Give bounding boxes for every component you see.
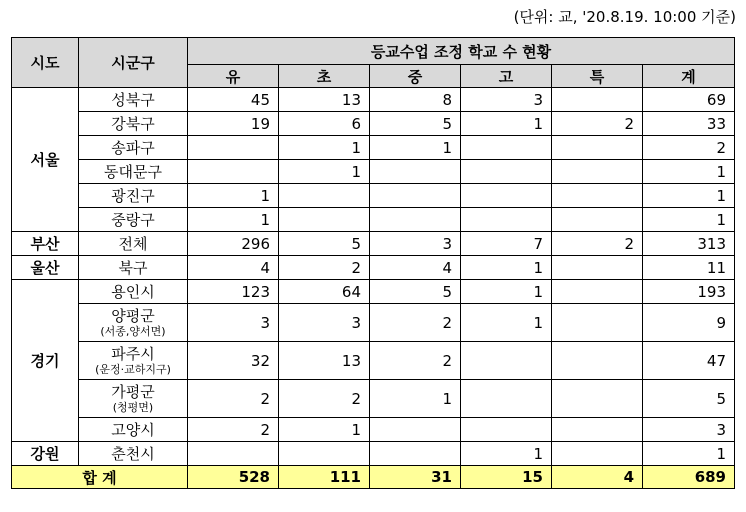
value-cell: 5 bbox=[643, 380, 735, 418]
header-province: 시도 bbox=[12, 38, 79, 88]
value-cell: 123 bbox=[188, 280, 279, 304]
header-col-special: 특 bbox=[552, 65, 643, 88]
district-cell bbox=[79, 380, 188, 418]
province-cell: 서울 bbox=[12, 88, 79, 232]
total-cell: 15 bbox=[461, 466, 552, 489]
value-cell: 2 bbox=[552, 232, 643, 256]
value-cell: 5 bbox=[370, 280, 461, 304]
value-cell: 1 bbox=[643, 184, 735, 208]
district-name: 가평군 bbox=[111, 383, 155, 401]
value-cell: 3 bbox=[461, 88, 552, 112]
unit-note: (단위: 교, '20.8.19. 10:00 기준) bbox=[513, 8, 736, 26]
value-cell: 3 bbox=[188, 304, 279, 342]
value-cell: 1 bbox=[188, 184, 279, 208]
value-cell: 11 bbox=[643, 256, 735, 280]
header-col-elementary: 초 bbox=[279, 65, 370, 88]
value-cell: 1 bbox=[461, 280, 552, 304]
table-row bbox=[12, 208, 735, 232]
header-col-kindergarten: 유 bbox=[188, 65, 279, 88]
district-cell: 강북구 bbox=[79, 112, 188, 136]
header-col-total: 계 bbox=[643, 65, 735, 88]
value-cell: 6 bbox=[279, 112, 370, 136]
district-cell: 전체 bbox=[79, 232, 188, 256]
value-cell: 7 bbox=[461, 232, 552, 256]
value-cell bbox=[552, 442, 643, 466]
value-cell: 1 bbox=[279, 136, 370, 160]
value-cell bbox=[552, 256, 643, 280]
value-cell: 1 bbox=[461, 256, 552, 280]
value-cell: 1 bbox=[461, 112, 552, 136]
value-cell: 2 bbox=[552, 112, 643, 136]
value-cell bbox=[461, 380, 552, 418]
value-cell bbox=[552, 380, 643, 418]
value-cell: 45 bbox=[188, 88, 279, 112]
value-cell: 5 bbox=[279, 232, 370, 256]
value-cell bbox=[370, 160, 461, 184]
district-cell: 송파구 bbox=[79, 136, 188, 160]
value-cell: 19 bbox=[188, 112, 279, 136]
value-cell bbox=[461, 418, 552, 442]
value-cell: 9 bbox=[643, 304, 735, 342]
value-cell: 313 bbox=[643, 232, 735, 256]
header-col-high: 고 bbox=[461, 65, 552, 88]
value-cell bbox=[461, 342, 552, 380]
table-row bbox=[12, 136, 735, 160]
table-row bbox=[12, 342, 735, 380]
table-row bbox=[12, 380, 735, 418]
value-cell: 13 bbox=[279, 342, 370, 380]
value-cell: 32 bbox=[188, 342, 279, 380]
value-cell bbox=[552, 184, 643, 208]
value-cell: 2 bbox=[643, 136, 735, 160]
value-cell: 1 bbox=[643, 208, 735, 232]
value-cell bbox=[461, 208, 552, 232]
value-cell: 296 bbox=[188, 232, 279, 256]
district-cell bbox=[79, 342, 188, 380]
value-cell: 1 bbox=[370, 380, 461, 418]
value-cell: 2 bbox=[188, 418, 279, 442]
district-cell bbox=[79, 304, 188, 342]
table-row bbox=[12, 184, 735, 208]
district-cell: 용인시 bbox=[79, 280, 188, 304]
table-row bbox=[12, 442, 735, 466]
value-cell: 3 bbox=[370, 232, 461, 256]
value-cell bbox=[188, 136, 279, 160]
value-cell bbox=[552, 160, 643, 184]
header-col-middle: 중 bbox=[370, 65, 461, 88]
total-cell: 31 bbox=[370, 466, 461, 489]
district-subarea: (서종,양서면) bbox=[100, 325, 166, 338]
total-cell: 111 bbox=[279, 466, 370, 489]
district-cell: 춘천시 bbox=[79, 442, 188, 466]
value-cell: 1 bbox=[370, 136, 461, 160]
value-cell bbox=[279, 442, 370, 466]
table-row bbox=[12, 232, 735, 256]
province-cell: 강원 bbox=[12, 442, 79, 466]
table-row bbox=[12, 160, 735, 184]
value-cell: 2 bbox=[370, 304, 461, 342]
value-cell: 1 bbox=[643, 160, 735, 184]
value-cell: 3 bbox=[643, 418, 735, 442]
district-cell: 성북구 bbox=[79, 88, 188, 112]
header-district: 시군구 bbox=[79, 38, 188, 88]
value-cell: 4 bbox=[370, 256, 461, 280]
district-cell: 고양시 bbox=[79, 418, 188, 442]
district-cell: 동대문구 bbox=[79, 160, 188, 184]
school-adjustment-table bbox=[11, 37, 735, 489]
value-cell bbox=[552, 342, 643, 380]
header-group: 등교수업 조정 학교 수 현황 bbox=[188, 38, 735, 65]
value-cell: 2 bbox=[370, 342, 461, 380]
value-cell: 47 bbox=[643, 342, 735, 380]
district-subarea: (운정·교하지구) bbox=[95, 363, 171, 376]
value-cell bbox=[461, 136, 552, 160]
province-cell: 울산 bbox=[12, 256, 79, 280]
value-cell bbox=[552, 418, 643, 442]
total-row bbox=[12, 466, 735, 489]
value-cell: 193 bbox=[643, 280, 735, 304]
total-cell: 528 bbox=[188, 466, 279, 489]
value-cell bbox=[279, 184, 370, 208]
value-cell: 2 bbox=[279, 380, 370, 418]
table-row bbox=[12, 304, 735, 342]
table-row bbox=[12, 112, 735, 136]
province-cell: 부산 bbox=[12, 232, 79, 256]
value-cell: 13 bbox=[279, 88, 370, 112]
value-cell: 1 bbox=[279, 418, 370, 442]
value-cell: 5 bbox=[370, 112, 461, 136]
value-cell bbox=[461, 184, 552, 208]
value-cell: 1 bbox=[461, 442, 552, 466]
value-cell: 69 bbox=[643, 88, 735, 112]
value-cell: 1 bbox=[279, 160, 370, 184]
value-cell: 4 bbox=[188, 256, 279, 280]
value-cell: 8 bbox=[370, 88, 461, 112]
value-cell bbox=[370, 208, 461, 232]
value-cell: 1 bbox=[643, 442, 735, 466]
table-row bbox=[12, 418, 735, 442]
value-cell: 2 bbox=[188, 380, 279, 418]
district-name: 파주시 bbox=[111, 345, 155, 363]
total-cell: 689 bbox=[643, 466, 735, 489]
value-cell bbox=[461, 160, 552, 184]
value-cell bbox=[188, 160, 279, 184]
table-row bbox=[12, 88, 735, 112]
value-cell bbox=[552, 208, 643, 232]
total-label: 합 계 bbox=[12, 466, 188, 489]
value-cell bbox=[552, 304, 643, 342]
value-cell: 2 bbox=[279, 256, 370, 280]
value-cell bbox=[552, 280, 643, 304]
table-row bbox=[12, 256, 735, 280]
value-cell bbox=[370, 442, 461, 466]
value-cell bbox=[370, 184, 461, 208]
value-cell bbox=[370, 418, 461, 442]
district-subarea: (청평면) bbox=[112, 401, 154, 414]
value-cell: 1 bbox=[461, 304, 552, 342]
value-cell: 3 bbox=[279, 304, 370, 342]
value-cell: 33 bbox=[643, 112, 735, 136]
value-cell bbox=[188, 442, 279, 466]
province-cell: 경기 bbox=[12, 280, 79, 442]
value-cell bbox=[552, 136, 643, 160]
district-cell: 광진구 bbox=[79, 184, 188, 208]
table-row bbox=[12, 280, 735, 304]
district-name: 양평군 bbox=[111, 307, 155, 325]
value-cell bbox=[552, 88, 643, 112]
total-cell: 4 bbox=[552, 466, 643, 489]
value-cell: 1 bbox=[188, 208, 279, 232]
district-cell: 중랑구 bbox=[79, 208, 188, 232]
district-cell: 북구 bbox=[79, 256, 188, 280]
value-cell: 64 bbox=[279, 280, 370, 304]
value-cell bbox=[279, 208, 370, 232]
